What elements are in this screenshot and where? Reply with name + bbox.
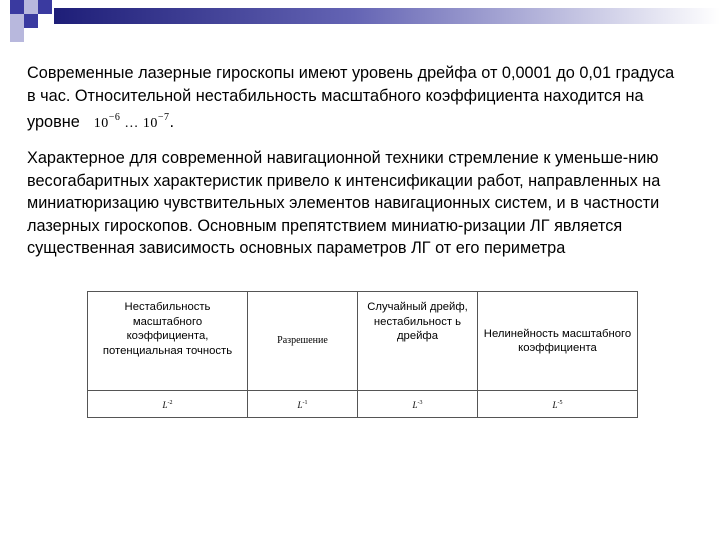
- paragraph-miniaturization: Характерное для современной навигационной техники стремление к уменьше-нию весогабаритных характеристик привело к интенсификации работ, направленных на миниатюризацию чувствительных элементов навигационных систем, и в частности лазерных гироскопов. Основным препятствием миниатю-ризации ЛГ является существенная зависимость основных параметров ЛГ от его периметра: [27, 149, 661, 257]
- header-resolution: Разрешение: [248, 292, 358, 391]
- paragraph-drift-level: Современные лазерные гироскопы имеют уровень дрейфа от 0,0001 до 0,01 градуса в час. Относительной нестабильность масштабного коэффициента находится на уровне $10^{-6}$ … $10^{-7}$.: [27, 62, 687, 136]
- table-header-row: [88, 292, 638, 391]
- header-gradient-bar: [54, 8, 720, 24]
- checker-square: [10, 14, 24, 28]
- formula-range: $10^{-6}$ … $10^{-7}$: [93, 112, 170, 131]
- header-random-drift: Случайный дрейф, нестабильност ь дрейфа: [358, 292, 478, 391]
- checker-square: [24, 0, 38, 14]
- table-row: [88, 391, 638, 418]
- table-cell: $L^{-2}$: [88, 391, 248, 418]
- header-scale-factor-nonlinearity: Нелинейность масштабного коэффициента: [478, 292, 638, 391]
- checker-square: [10, 0, 24, 14]
- paragraph-text: Современные лазерные гироскопы имеют уровень дрейфа от 0,0001 до 0,01 градуса в час. Относительной нестабильность масштабного коэффициента находится на уровне: [27, 64, 675, 131]
- checker-square: [38, 0, 52, 14]
- table-cell: $L^{-3}$: [358, 391, 478, 418]
- table-cell: $L^{-5}$: [478, 391, 638, 418]
- checker-square: [24, 14, 38, 28]
- checker-square: [10, 28, 24, 42]
- header-scale-factor-instability: Нестабильность масштабного коэффициента, потенциальная точность: [88, 292, 248, 391]
- parameters-table: [87, 291, 638, 418]
- table-cell: $L^{-1}$: [248, 391, 358, 418]
